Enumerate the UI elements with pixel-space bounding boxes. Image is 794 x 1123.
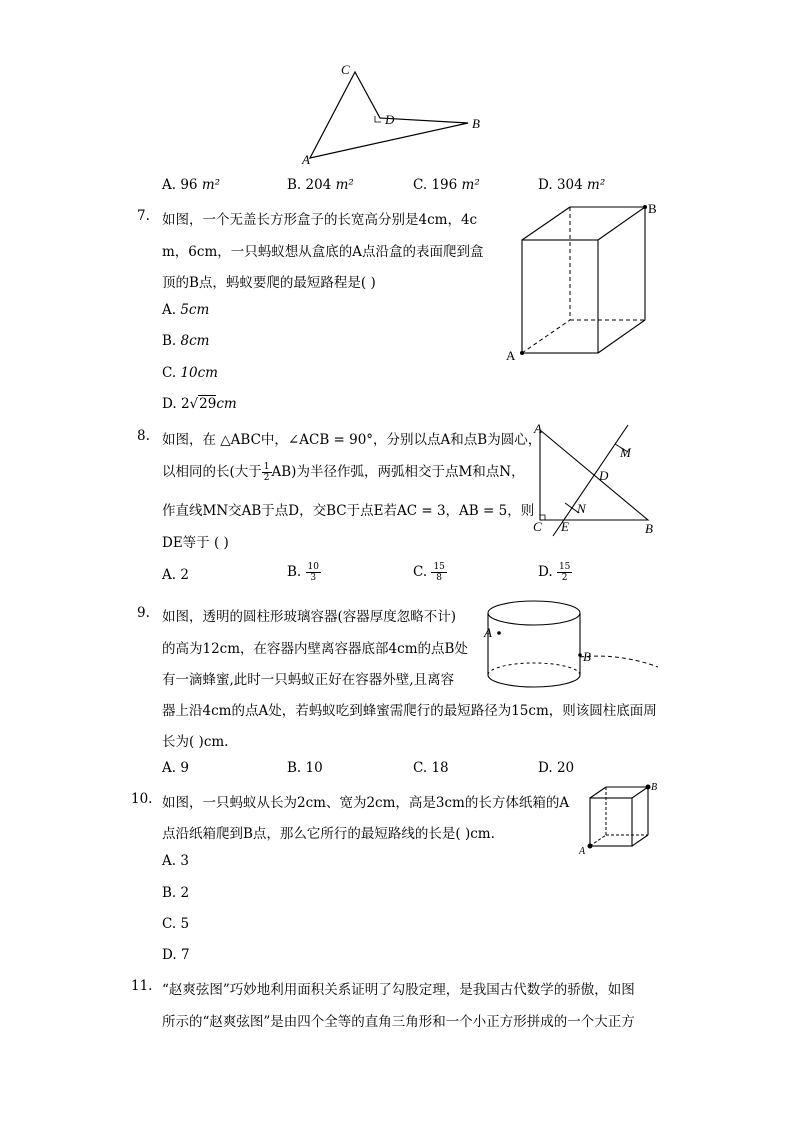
q9-option-b[interactable]: B. 10 [287,760,323,776]
q6-option-b[interactable]: B. 204 m² [287,177,354,193]
q7-text-line: m，6cm，一只蚂蚁想从盒底的A点沿盒的表面爬到盒 [162,244,484,260]
q6-label-d: D [385,112,395,127]
q8-text-line: 作直线MN交AB于点D，交BC于点E若AC = 3，AB = 5，则 [162,503,535,519]
q8-text-line: DE等于 ( ) [162,535,229,551]
q7-option-a[interactable]: A. 5cm [162,302,210,318]
q6-label-b: B [472,116,480,131]
q10-point-a [588,844,593,849]
q9-point-a [497,631,501,635]
q10-option-b[interactable]: B. 2 [162,885,190,901]
q9-cylinder-bottom-front [488,675,580,687]
q10-option-c[interactable]: C. 5 [162,916,190,932]
q10-box-figure [578,780,663,860]
q8-number: 8. [137,428,150,444]
q8-label-a: A [534,421,542,436]
q7-point-b [643,205,647,209]
q9-option-d[interactable]: D. 20 [538,760,575,776]
q8-label-c: C [533,519,542,534]
q10-label-b: B [651,782,658,793]
q7-box-figure [505,200,665,365]
q7-number: 7. [137,208,150,224]
q7-text-line: 如图，一个无盖长方形盒子的长宽高分别是4cm，4c [162,212,478,228]
q11-text-line: “赵爽弦图”巧妙地利用面积关系证明了勾股定理，是我国古代数学的骄傲，如图 [162,982,635,998]
q7-point-a [520,351,524,355]
q9-text-line: 如图，透明的圆柱形玻璃容器(容器厚度忽略不计) [162,609,457,625]
q10-label-a: A [579,846,586,857]
q7-text-line: 顶的B点，蚂蚁要爬的最短路程是( ) [162,275,376,291]
q8-option-c[interactable]: C. $\frac{15}{8}$ [413,562,445,583]
q9-number: 9. [137,605,150,621]
q6-option-a[interactable]: A. 96 m² [162,177,221,193]
q6-figure [300,60,500,170]
q7-option-b[interactable]: B. 8cm [162,333,210,349]
q9-point-b [578,653,582,657]
q7-option-d[interactable]: D. 2√29cm [162,396,237,412]
q10-text-line: 点沿纸箱爬到B点，那么它所行的最短路线的长是( )cm. [162,826,495,842]
q7-label-a: A [506,348,516,363]
q11-text-line: 所示的“赵爽弦图”是由四个全等的直角三角形和一个小正方形拼成的一个大正方 [162,1014,635,1030]
q9-text-line: 有一滴蜂蜜,此时一只蚂蚁正好在容器外壁,且离容 [162,672,455,688]
q9-text-line: 的高为12cm，在容器内壁离容器底部4cm的点B处 [162,641,468,657]
q8-label-d: D [599,468,609,483]
q9-cylinder-figure [480,595,670,695]
q6-label-a: A [302,152,310,167]
q8-text-line: 如图，在 △ABC中，∠ACB = 90°，分别以点A和点B为圆心， [162,432,542,448]
q9-label-b: B [583,649,591,664]
q6-right-angle-mark [375,116,381,122]
q7-option-c[interactable]: C. 10cm [162,365,218,381]
q8-option-a[interactable]: A. 2 [162,567,189,583]
q8-text-line: 以相同的长(大于 $\frac{1}{2}$ AB)为半径作弧，两弧相交于点M和点N， [162,462,525,483]
q8-option-d[interactable]: D. $\frac{15}{2}$ [538,562,571,583]
q9-cylinder-top [488,601,580,625]
q8-label-n: N [577,501,586,516]
q8-label-e: E [561,519,569,534]
q6-option-c[interactable]: C. 196 m² [413,177,480,193]
q8-label-m: M [620,445,631,460]
q8-triangle-figure [530,420,670,540]
q9-text-line: 长为( )cm. [162,734,229,750]
q9-option-a[interactable]: A. 9 [162,760,189,776]
q7-label-b: B [648,201,657,216]
q8-option-b[interactable]: B. $\frac{10}{3}$ [287,562,319,583]
q8-half-fraction: $\frac{1}{2}$ [263,462,270,483]
q9-label-a: A [484,625,492,640]
q10-number: 10. [131,791,153,807]
q9-option-c[interactable]: C. 18 [413,760,449,776]
q6-option-d[interactable]: D. 304 m² [538,177,606,193]
q9-text-line: 器上沿4cm的点A处，若蚂蚁吃到蜂蜜需爬行的最短路径为15cm，则该圆柱底面周 [162,703,657,719]
q8-label-b: B [645,521,653,536]
q10-point-b [646,785,651,790]
q6-label-c: C [341,62,350,77]
q10-text-line: 如图，一只蚂蚁从长为2cm、宽为2cm，高是3cm的长方体纸箱的A [162,795,570,811]
q11-number: 11. [131,978,153,994]
q10-option-a[interactable]: A. 3 [162,853,189,869]
q10-option-d[interactable]: D. 7 [162,947,190,963]
q7-box-front-face [522,240,598,353]
q9-dashed-arc [580,656,658,667]
